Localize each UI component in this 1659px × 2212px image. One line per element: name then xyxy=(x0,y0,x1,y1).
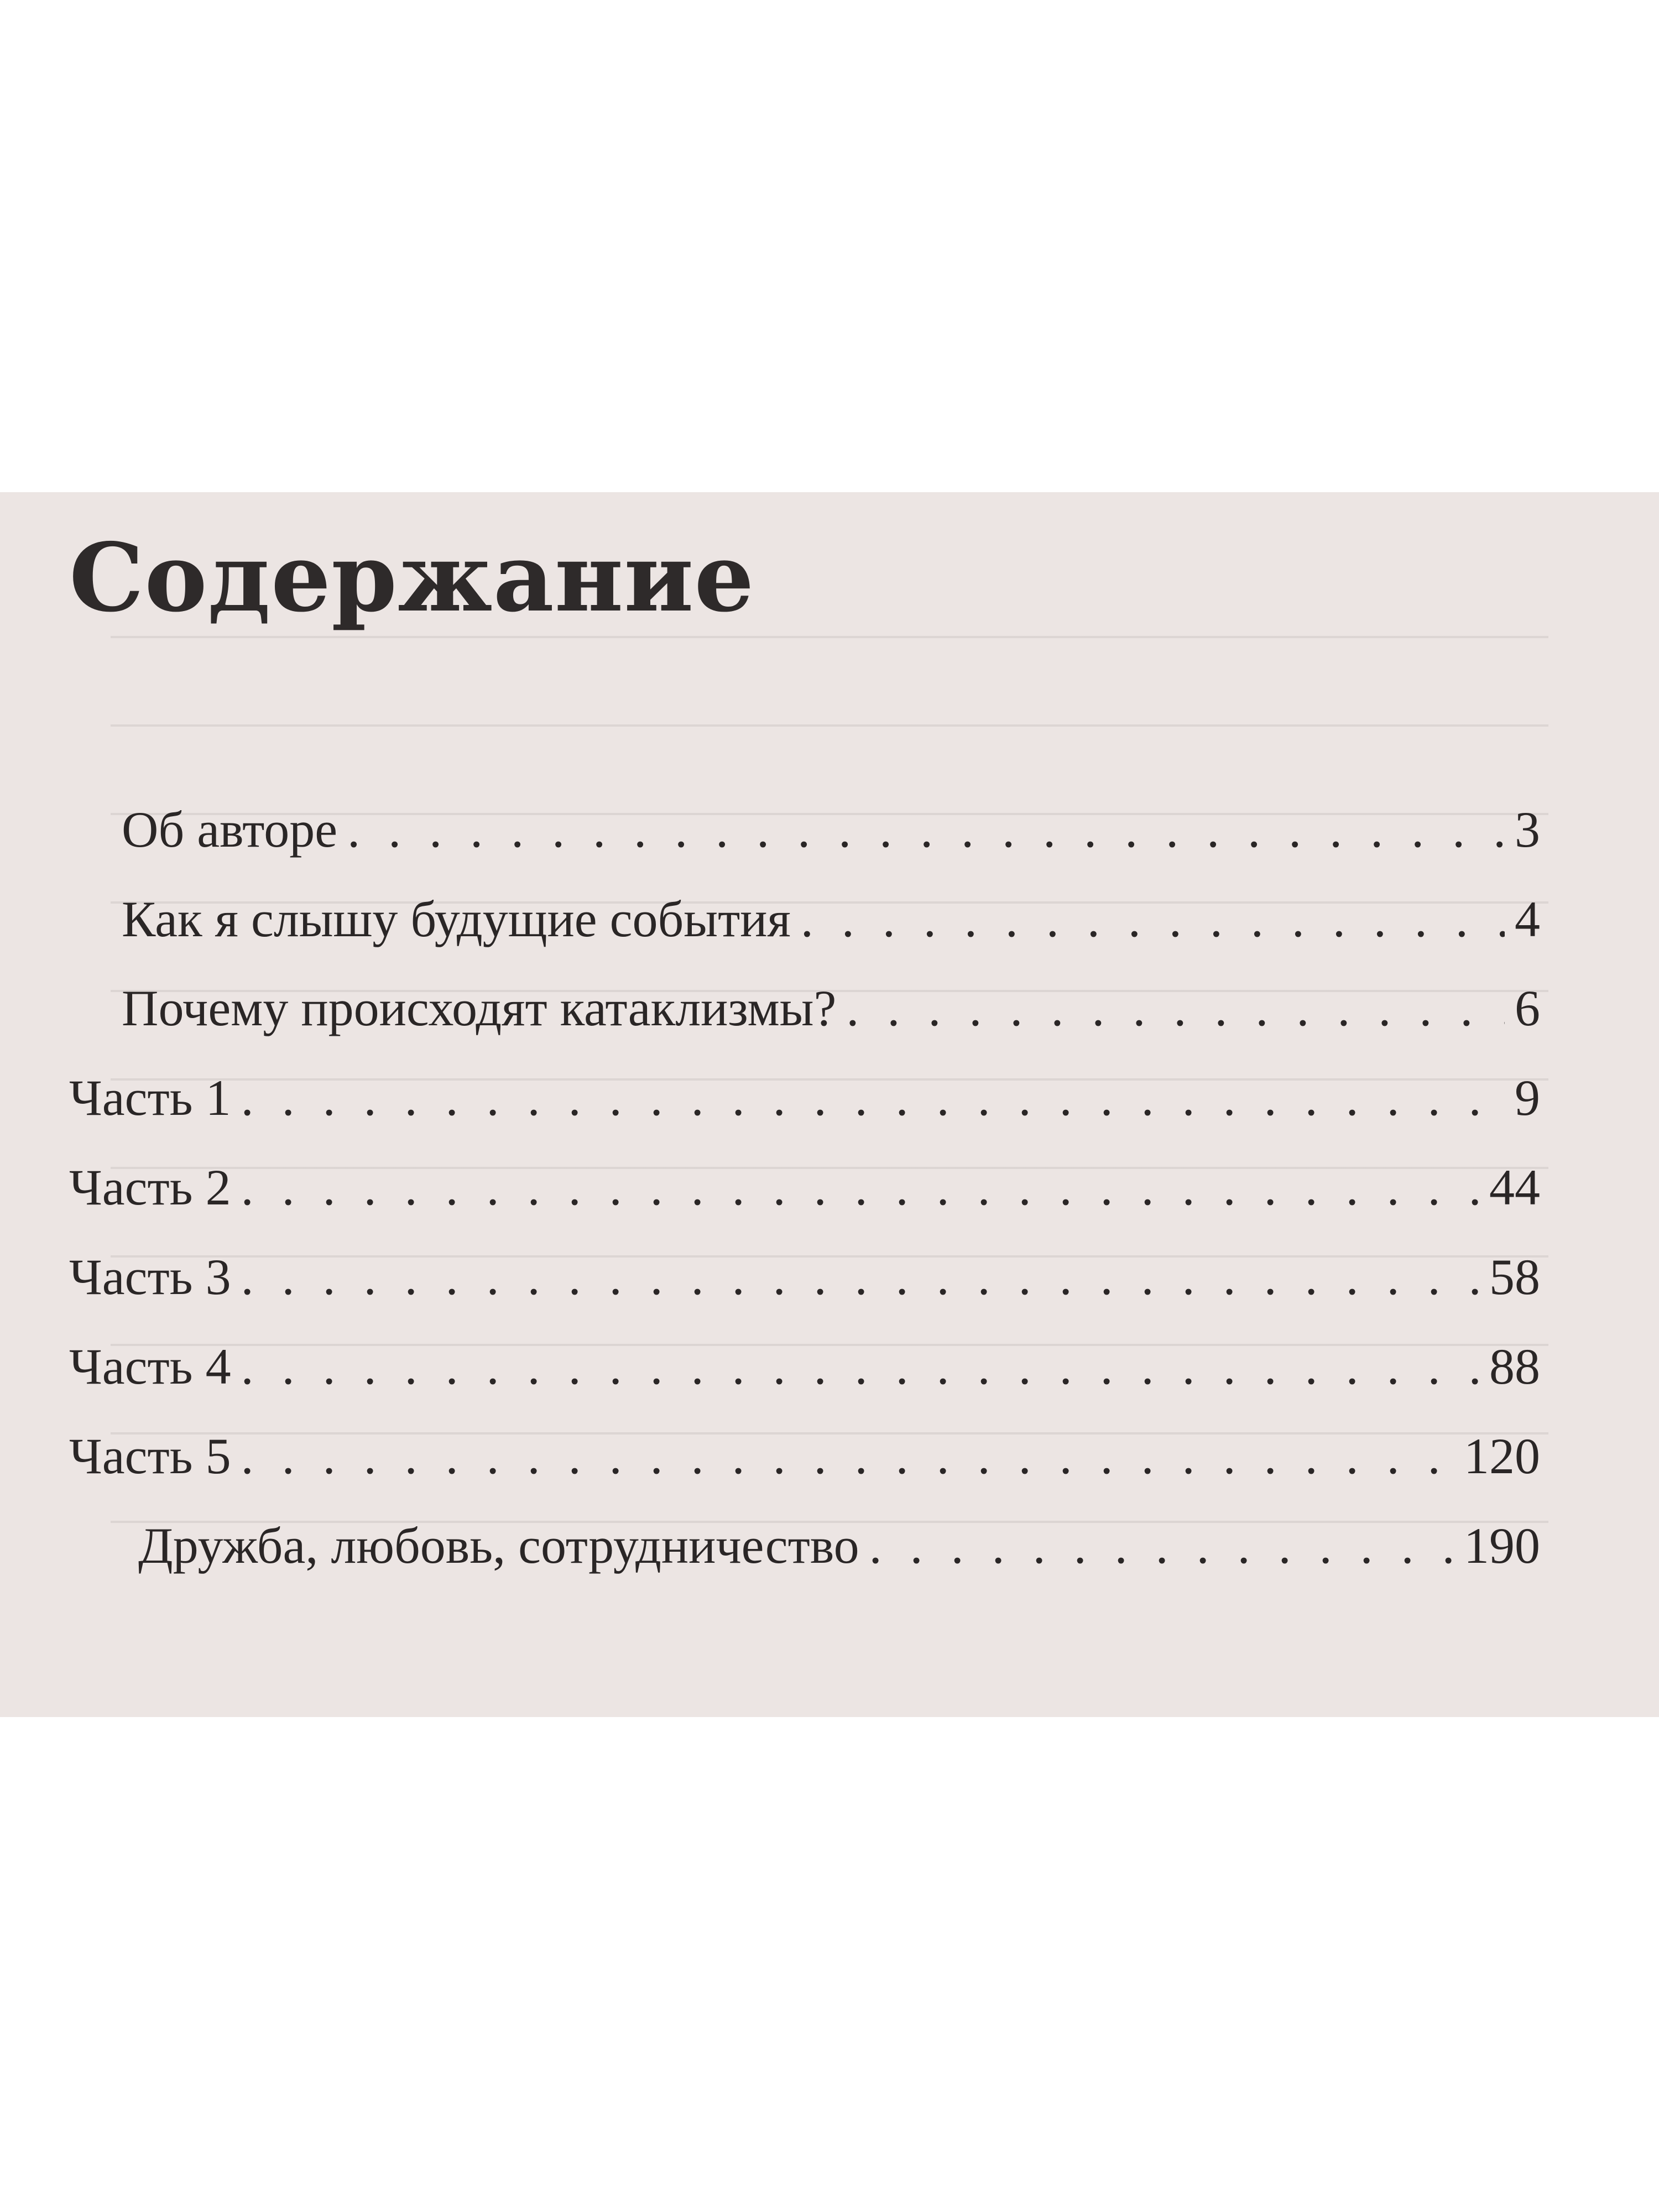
toc-entry-page: 44 xyxy=(1489,1159,1540,1215)
toc-entry-label: Как я слышу будущие события xyxy=(122,891,791,947)
dot-leader xyxy=(241,1426,1454,1486)
toc-entry-friendship[interactable] xyxy=(138,1515,1540,1576)
dot-leader xyxy=(241,1067,1505,1128)
book-page xyxy=(0,492,1659,1717)
toc-entry-label: Часть 1 xyxy=(69,1070,231,1126)
page-title: Содержание xyxy=(69,523,755,633)
toc-entry-page: 120 xyxy=(1464,1428,1540,1484)
toc-entry-page: 9 xyxy=(1515,1070,1540,1126)
toc-entry-page: 88 xyxy=(1489,1338,1540,1395)
toc-entry-label: Дружба, любовь, сотрудничество xyxy=(138,1517,859,1574)
toc-entry-page: 58 xyxy=(1489,1249,1540,1305)
toc-entry-cataclysms[interactable] xyxy=(122,978,1540,1039)
table-of-contents xyxy=(0,492,1659,1717)
toc-entry-part-4[interactable] xyxy=(69,1336,1540,1397)
toc-entry-part-2[interactable] xyxy=(69,1157,1540,1218)
toc-entry-part-5[interactable] xyxy=(69,1426,1540,1486)
toc-entry-label: Об авторе xyxy=(122,801,338,858)
toc-entry-label: Часть 5 xyxy=(69,1428,231,1484)
dot-leader xyxy=(241,1336,1479,1397)
dot-leader xyxy=(869,1515,1454,1576)
dot-leader xyxy=(347,799,1505,860)
toc-entry-part-1[interactable] xyxy=(69,1067,1540,1128)
toc-entry-page: 6 xyxy=(1515,980,1540,1036)
toc-entry-future-events[interactable] xyxy=(122,889,1540,950)
toc-entry-page: 4 xyxy=(1515,891,1540,947)
toc-entry-label: Часть 2 xyxy=(69,1159,231,1215)
toc-entry-page: 3 xyxy=(1515,801,1540,858)
toc-entry-label: Часть 3 xyxy=(69,1249,231,1305)
toc-entry-page: 190 xyxy=(1464,1517,1540,1574)
dot-leader xyxy=(801,889,1505,950)
dot-leader xyxy=(846,978,1505,1039)
toc-entry-label: Почему происходят катаклизмы? xyxy=(122,980,837,1036)
dot-leader xyxy=(241,1157,1479,1218)
toc-entry-part-3[interactable] xyxy=(69,1246,1540,1307)
dot-leader xyxy=(241,1246,1479,1307)
toc-entry-label: Часть 4 xyxy=(69,1338,231,1395)
toc-entry-about-author[interactable] xyxy=(122,799,1540,860)
